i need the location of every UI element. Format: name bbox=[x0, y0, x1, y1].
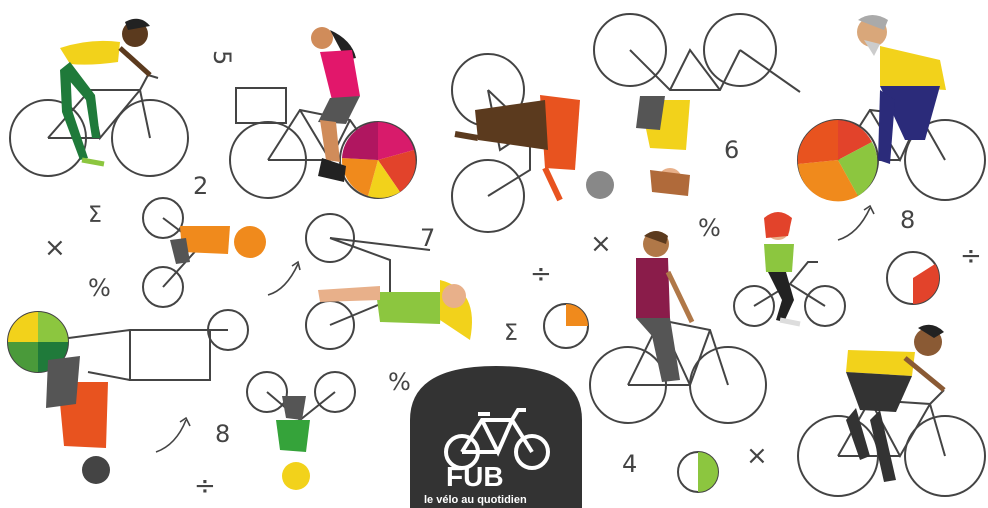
times-symbol-center: × bbox=[590, 229, 612, 259]
divide-symbol-bottom: ÷ bbox=[194, 471, 216, 501]
percent-symbol-right: % bbox=[698, 214, 721, 242]
cyclist-elderly-top-right bbox=[798, 15, 985, 201]
number-8-right: 8 bbox=[900, 206, 916, 234]
number-6: 6 bbox=[724, 136, 740, 164]
cyclist-child-yellow-helmet bbox=[247, 372, 355, 490]
cyclist-child-orange-helmet bbox=[143, 198, 266, 307]
fub-logo bbox=[410, 366, 582, 508]
times-symbol-left: × bbox=[44, 233, 66, 263]
number-7: 7 bbox=[420, 224, 436, 252]
logo-tagline: le vélo au quotidien bbox=[424, 494, 527, 506]
percent-symbol-center: % bbox=[388, 368, 411, 396]
cyclist-magenta-shirt bbox=[230, 27, 416, 198]
divide-symbol-center: ÷ bbox=[530, 259, 552, 289]
number-4: 4 bbox=[622, 450, 638, 478]
number-8-left: 8 bbox=[215, 420, 231, 448]
cargo-bike-upside-down bbox=[8, 310, 248, 484]
cyclist-upside-down-yellow bbox=[594, 14, 800, 196]
number-5: 5 bbox=[208, 50, 236, 66]
pie-circle-orange-small bbox=[544, 304, 588, 348]
cyclist-yellow-shirt-bottom-right bbox=[798, 325, 985, 496]
number-2: 2 bbox=[193, 172, 209, 200]
cyclist-upside-down-orange bbox=[452, 54, 614, 232]
sigma-symbol-left: Σ bbox=[88, 203, 102, 228]
cyclist-child-red-hair bbox=[734, 212, 845, 326]
sigma-symbol-center: Σ bbox=[504, 321, 518, 346]
divide-symbol-right: ÷ bbox=[960, 241, 982, 271]
times-symbol-bottom: × bbox=[746, 441, 768, 471]
cyclist-blonde-green-shirt bbox=[306, 214, 472, 349]
pie-circle-red bbox=[887, 252, 939, 304]
cyclist-maroon-shirt bbox=[590, 231, 766, 423]
percent-symbol-left: % bbox=[88, 274, 111, 302]
pie-circle-green bbox=[678, 452, 718, 492]
logo-title: FUB bbox=[446, 461, 504, 492]
cyclist-yellow-shirt-top-left-rider bbox=[60, 19, 150, 164]
